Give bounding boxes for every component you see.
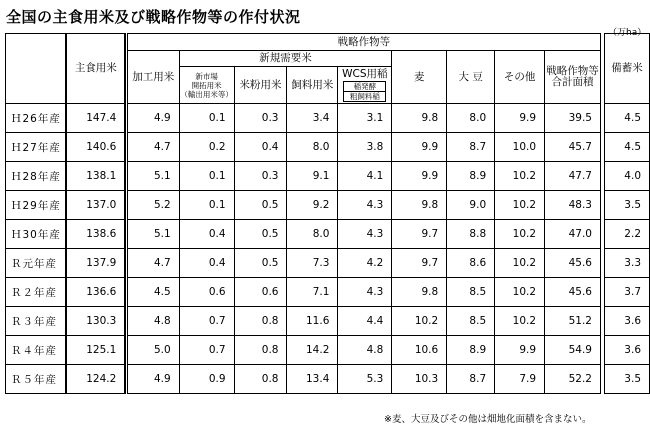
other-cell: 10.2 bbox=[495, 249, 545, 278]
feed-rice-cell: 13.4 bbox=[287, 365, 338, 394]
processing-rice-cell: 4.9 bbox=[127, 365, 179, 394]
rice-flour-cell: 0.6 bbox=[234, 278, 287, 307]
soybean-cell: 8.9 bbox=[447, 162, 495, 191]
new-market-rice-cell: 0.2 bbox=[179, 133, 234, 162]
staple-rice-cell: 137.0 bbox=[66, 191, 125, 220]
wheat-cell: 10.6 bbox=[392, 336, 447, 365]
year-cell: Ｒ４年産 bbox=[6, 336, 67, 365]
new-market-rice-cell: 0.6 bbox=[179, 278, 234, 307]
table-body bbox=[6, 104, 650, 394]
table-row bbox=[6, 133, 650, 162]
wheat-cell: 9.9 bbox=[392, 162, 447, 191]
reserve-rice-header: 備蓄米 bbox=[604, 34, 649, 104]
strategic-total-cell: 47.0 bbox=[545, 220, 601, 249]
reserve-rice-cell: 3.7 bbox=[604, 278, 649, 307]
new-market-rice-cell: 0.4 bbox=[179, 220, 234, 249]
processing-rice-cell: 4.7 bbox=[127, 133, 179, 162]
wcs-rice-cell: 4.1 bbox=[338, 162, 392, 191]
processing-rice-header: 加工用米 bbox=[127, 51, 179, 104]
reserve-rice-cell: 3.6 bbox=[604, 336, 649, 365]
staple-rice-cell: 124.2 bbox=[66, 365, 125, 394]
table-row bbox=[6, 249, 650, 278]
table-row bbox=[6, 220, 650, 249]
year-cell: Ｈ26年産 bbox=[6, 104, 67, 133]
table-row bbox=[6, 307, 650, 336]
new-demand-rice-header: 新規需要米 bbox=[179, 51, 392, 67]
other-header: その他 bbox=[495, 51, 545, 104]
soybean-cell: 8.5 bbox=[447, 278, 495, 307]
rice-flour-cell: 0.8 bbox=[234, 365, 287, 394]
wheat-cell: 10.3 bbox=[392, 365, 447, 394]
year-cell: Ｒ３年産 bbox=[6, 307, 67, 336]
strategic-total-cell: 45.6 bbox=[545, 249, 601, 278]
table-row bbox=[6, 336, 650, 365]
year-cell: Ｒ５年産 bbox=[6, 365, 67, 394]
rice-flour-cell: 0.3 bbox=[234, 104, 287, 133]
feed-rice-cell: 11.6 bbox=[287, 307, 338, 336]
feed-rice-header: 飼料用米 bbox=[287, 67, 338, 104]
table-row bbox=[6, 365, 650, 394]
soybean-cell: 8.7 bbox=[447, 365, 495, 394]
wheat-cell: 9.8 bbox=[392, 104, 447, 133]
wcs-rice-cell: 4.3 bbox=[338, 220, 392, 249]
strategic-total-cell: 45.6 bbox=[545, 278, 601, 307]
processing-rice-cell: 5.1 bbox=[127, 220, 179, 249]
new-market-header-line2: 開拓用米 bbox=[191, 80, 222, 90]
wcs-rice-cell: 3.8 bbox=[338, 133, 392, 162]
wheat-cell: 9.7 bbox=[392, 249, 447, 278]
strategic-total-header bbox=[545, 51, 601, 104]
reserve-rice-cell: 4.5 bbox=[604, 133, 649, 162]
feed-rice-cell: 3.4 bbox=[287, 104, 338, 133]
reserve-rice-cell: 4.5 bbox=[604, 104, 649, 133]
reserve-rice-cell: 3.5 bbox=[604, 191, 649, 220]
staple-rice-cell: 125.1 bbox=[66, 336, 125, 365]
wcs-header-line2: 稲発酵 bbox=[343, 81, 386, 92]
year-header bbox=[6, 34, 67, 104]
wcs-rice-cell: 4.3 bbox=[338, 191, 392, 220]
processing-rice-cell: 5.0 bbox=[127, 336, 179, 365]
other-cell: 9.9 bbox=[495, 104, 545, 133]
staple-rice-cell: 130.3 bbox=[66, 307, 125, 336]
table-row bbox=[6, 104, 650, 133]
feed-rice-cell: 7.1 bbox=[287, 278, 338, 307]
new-market-rice-cell: 0.7 bbox=[179, 307, 234, 336]
staple-rice-cell: 147.4 bbox=[66, 104, 125, 133]
reserve-rice-cell: 3.6 bbox=[604, 307, 649, 336]
feed-rice-cell: 9.1 bbox=[287, 162, 338, 191]
wcs-header-line3: 粗飼料稲 bbox=[343, 92, 386, 102]
wcs-rice-cell: 5.3 bbox=[338, 365, 392, 394]
strategic-total-cell: 45.7 bbox=[545, 133, 601, 162]
rice-flour-cell: 0.3 bbox=[234, 162, 287, 191]
other-cell: 7.9 bbox=[495, 365, 545, 394]
wcs-header-line1: WCS用稲 bbox=[342, 67, 388, 80]
reserve-rice-cell: 2.2 bbox=[604, 220, 649, 249]
new-market-rice-header bbox=[179, 67, 234, 104]
soybean-cell: 8.7 bbox=[447, 133, 495, 162]
strategic-total-cell: 47.7 bbox=[545, 162, 601, 191]
year-cell: Ｈ28年産 bbox=[6, 162, 67, 191]
year-cell: Ｈ29年産 bbox=[6, 191, 67, 220]
new-market-header-line3: （輸出用米等） bbox=[180, 89, 233, 99]
year-cell: Ｒ元年産 bbox=[6, 249, 67, 278]
new-market-rice-cell: 0.9 bbox=[179, 365, 234, 394]
year-cell: Ｈ27年産 bbox=[6, 133, 67, 162]
other-cell: 10.2 bbox=[495, 307, 545, 336]
processing-rice-cell: 5.2 bbox=[127, 191, 179, 220]
strategic-total-header-line2: 合計面積 bbox=[551, 76, 594, 88]
wcs-rice-header bbox=[338, 67, 392, 104]
soybean-cell: 8.8 bbox=[447, 220, 495, 249]
other-cell: 10.2 bbox=[495, 278, 545, 307]
new-market-rice-cell: 0.1 bbox=[179, 162, 234, 191]
wcs-rice-cell: 4.4 bbox=[338, 307, 392, 336]
processing-rice-cell: 4.9 bbox=[127, 104, 179, 133]
processing-rice-cell: 5.1 bbox=[127, 162, 179, 191]
staple-rice-cell: 138.1 bbox=[66, 162, 125, 191]
new-market-header-line1: 新市場 bbox=[195, 71, 218, 81]
new-market-rice-cell: 0.7 bbox=[179, 336, 234, 365]
staple-rice-header: 主食用米 bbox=[66, 34, 125, 104]
crop-area-table bbox=[5, 33, 650, 394]
rice-flour-cell: 0.8 bbox=[234, 307, 287, 336]
rice-flour-cell: 0.5 bbox=[234, 191, 287, 220]
strategic-total-cell: 48.3 bbox=[545, 191, 601, 220]
rice-flour-cell: 0.5 bbox=[234, 249, 287, 278]
strategic-total-cell: 39.5 bbox=[545, 104, 601, 133]
page-title: 全国の主食用米及び戦略作物等の作付状況 bbox=[6, 8, 301, 26]
soybean-cell: 8.5 bbox=[447, 307, 495, 336]
rice-flour-cell: 0.4 bbox=[234, 133, 287, 162]
strategic-total-cell: 52.2 bbox=[545, 365, 601, 394]
strategic-total-cell: 51.2 bbox=[545, 307, 601, 336]
wcs-rice-cell: 4.2 bbox=[338, 249, 392, 278]
feed-rice-cell: 8.0 bbox=[287, 220, 338, 249]
wcs-rice-cell: 4.8 bbox=[338, 336, 392, 365]
soybean-cell: 8.9 bbox=[447, 336, 495, 365]
wheat-cell: 9.7 bbox=[392, 220, 447, 249]
new-market-rice-cell: 0.1 bbox=[179, 104, 234, 133]
table-row bbox=[6, 162, 650, 191]
processing-rice-cell: 4.7 bbox=[127, 249, 179, 278]
soybean-cell: 8.6 bbox=[447, 249, 495, 278]
strategic-header: 戦略作物等 bbox=[127, 34, 600, 51]
staple-rice-cell: 140.6 bbox=[66, 133, 125, 162]
table-row bbox=[6, 278, 650, 307]
wheat-header: 麦 bbox=[392, 51, 447, 104]
rice-flour-cell: 0.8 bbox=[234, 336, 287, 365]
feed-rice-cell: 7.3 bbox=[287, 249, 338, 278]
strategic-total-cell: 54.9 bbox=[545, 336, 601, 365]
soybean-cell: 9.0 bbox=[447, 191, 495, 220]
staple-rice-cell: 136.6 bbox=[66, 278, 125, 307]
rice-flour-cell: 0.5 bbox=[234, 220, 287, 249]
new-market-rice-cell: 0.1 bbox=[179, 191, 234, 220]
rice-flour-header: 米粉用米 bbox=[234, 67, 287, 104]
year-cell: Ｒ２年産 bbox=[6, 278, 67, 307]
staple-rice-cell: 137.9 bbox=[66, 249, 125, 278]
wheat-cell: 9.8 bbox=[392, 278, 447, 307]
soybean-header: 大 豆 bbox=[447, 51, 495, 104]
feed-rice-cell: 14.2 bbox=[287, 336, 338, 365]
other-cell: 10.2 bbox=[495, 191, 545, 220]
wheat-cell: 9.8 bbox=[392, 191, 447, 220]
table-row bbox=[6, 191, 650, 220]
feed-rice-cell: 8.0 bbox=[287, 133, 338, 162]
wheat-cell: 9.9 bbox=[392, 133, 447, 162]
staple-rice-cell: 138.6 bbox=[66, 220, 125, 249]
year-cell: Ｈ30年産 bbox=[6, 220, 67, 249]
processing-rice-cell: 4.8 bbox=[127, 307, 179, 336]
other-cell: 10.2 bbox=[495, 220, 545, 249]
strategic-total-header-line1: 戦略作物等 bbox=[546, 65, 599, 77]
other-cell: 10.0 bbox=[495, 133, 545, 162]
unit-label: （万ha） bbox=[608, 28, 647, 38]
wcs-rice-cell: 4.3 bbox=[338, 278, 392, 307]
processing-rice-cell: 4.5 bbox=[127, 278, 179, 307]
other-cell: 10.2 bbox=[495, 162, 545, 191]
wheat-cell: 10.2 bbox=[392, 307, 447, 336]
other-cell: 9.9 bbox=[495, 336, 545, 365]
footnote: ※麦、大豆及びその他は畑地化面積を含まない。 bbox=[384, 414, 592, 425]
reserve-rice-cell: 4.0 bbox=[604, 162, 649, 191]
wcs-rice-cell: 3.1 bbox=[338, 104, 392, 133]
reserve-rice-cell: 3.3 bbox=[604, 249, 649, 278]
feed-rice-cell: 9.2 bbox=[287, 191, 338, 220]
soybean-cell: 8.0 bbox=[447, 104, 495, 133]
new-market-rice-cell: 0.4 bbox=[179, 249, 234, 278]
reserve-rice-cell: 3.5 bbox=[604, 365, 649, 394]
